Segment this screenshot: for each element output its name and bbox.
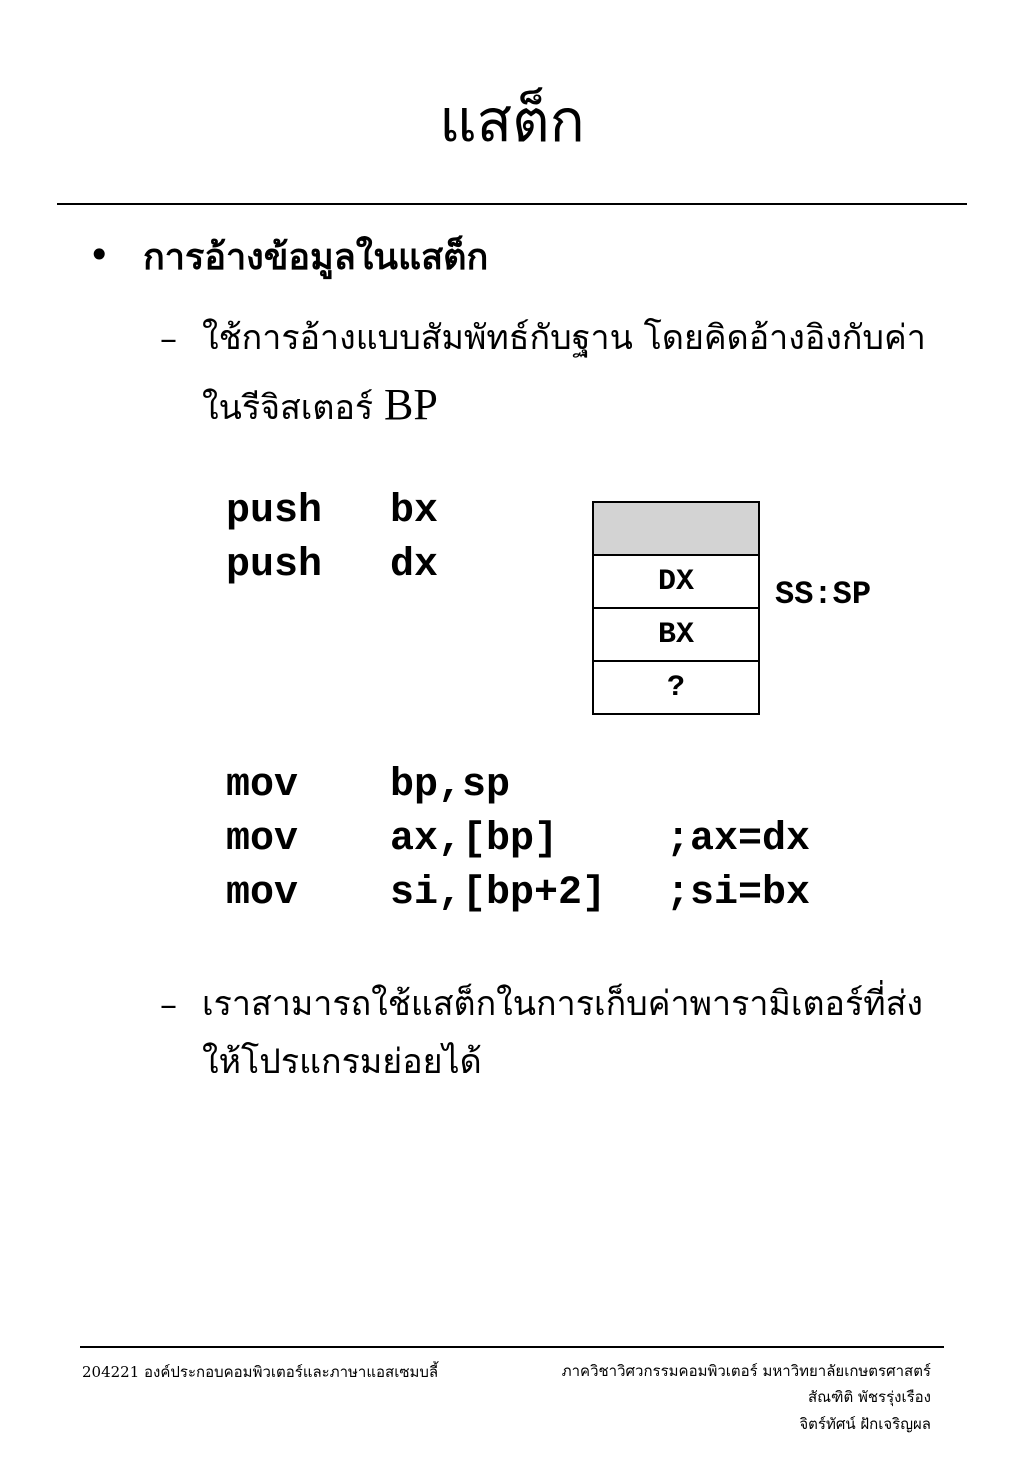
stack-cell-free: [592, 501, 760, 556]
stack-pointer-label: SS:SP: [775, 576, 872, 613]
page-title: แสต็ก: [439, 87, 585, 155]
sub1-text: [202, 310, 926, 443]
stack-diagram: [592, 501, 760, 715]
code-op: push: [226, 543, 323, 588]
code-arg-5: si,[bp+2]: [390, 871, 607, 916]
footer-author-2: จิตร์ทัศน์ ฝักเจริญผล: [799, 1414, 931, 1433]
sub1-line2: [202, 368, 926, 443]
sub2-line1: เราสามารถใช้แสต็กในการเก็บค่าพารามิเตอร์ที่ส่ง: [202, 984, 924, 1024]
code-arg-2: dx: [390, 543, 439, 588]
code-comment-5: ;si=bx: [666, 871, 811, 916]
code-op: push: [226, 489, 323, 534]
sub1-line1: ใช้การอ้างแบบสัมพัทธ์กับฐาน โดยคิดอ้างอิงกับค่า: [202, 318, 926, 358]
code-arg-3: bp,sp: [390, 763, 511, 808]
sub2-text: [202, 976, 923, 1092]
code-op-5: mov: [226, 871, 299, 916]
sub2-dash: –: [160, 985, 177, 1025]
footer-credits: [562, 1358, 931, 1437]
bullet-heading: การอ้างข้อมูลในแสต็ก: [143, 236, 489, 278]
code-comment-4: ;ax=dx: [666, 817, 811, 862]
code-arg-4: ax,[bp]: [390, 817, 559, 862]
title-divider: [57, 203, 967, 205]
register-bp: BP: [383, 379, 438, 429]
sub1-dash: –: [160, 319, 177, 359]
code-line-2: [226, 543, 323, 588]
stack-cell-bx: BX: [592, 607, 760, 662]
code-op-3: mov: [226, 763, 299, 808]
footer-divider: [80, 1346, 944, 1348]
code-line-1: [226, 489, 323, 534]
sub1-line2-prefix: ในรีจิสเตอร์: [202, 387, 384, 428]
footer-course: 204221 องค์ประกอบคอมพิวเตอร์และภาษาแอสเซมบลี้: [82, 1363, 439, 1381]
code-arg-1: bx: [390, 489, 439, 534]
sub2-line2: ให้โปรแกรมย่อยได้: [202, 1041, 482, 1082]
stack-cell-unknown: ?: [592, 660, 760, 715]
code-op-4: mov: [226, 817, 299, 862]
bullet-symbol: •: [88, 233, 111, 277]
footer-author-1: สัณฑิติ พัชรรุ่งเรือง: [807, 1388, 931, 1407]
footer-department: ภาควิชาวิศวกรรมคอมพิวเตอร์ มหาวิทยาลัยเกษตรศาสตร์: [561, 1362, 931, 1380]
stack-cell-dx: DX: [592, 554, 760, 609]
